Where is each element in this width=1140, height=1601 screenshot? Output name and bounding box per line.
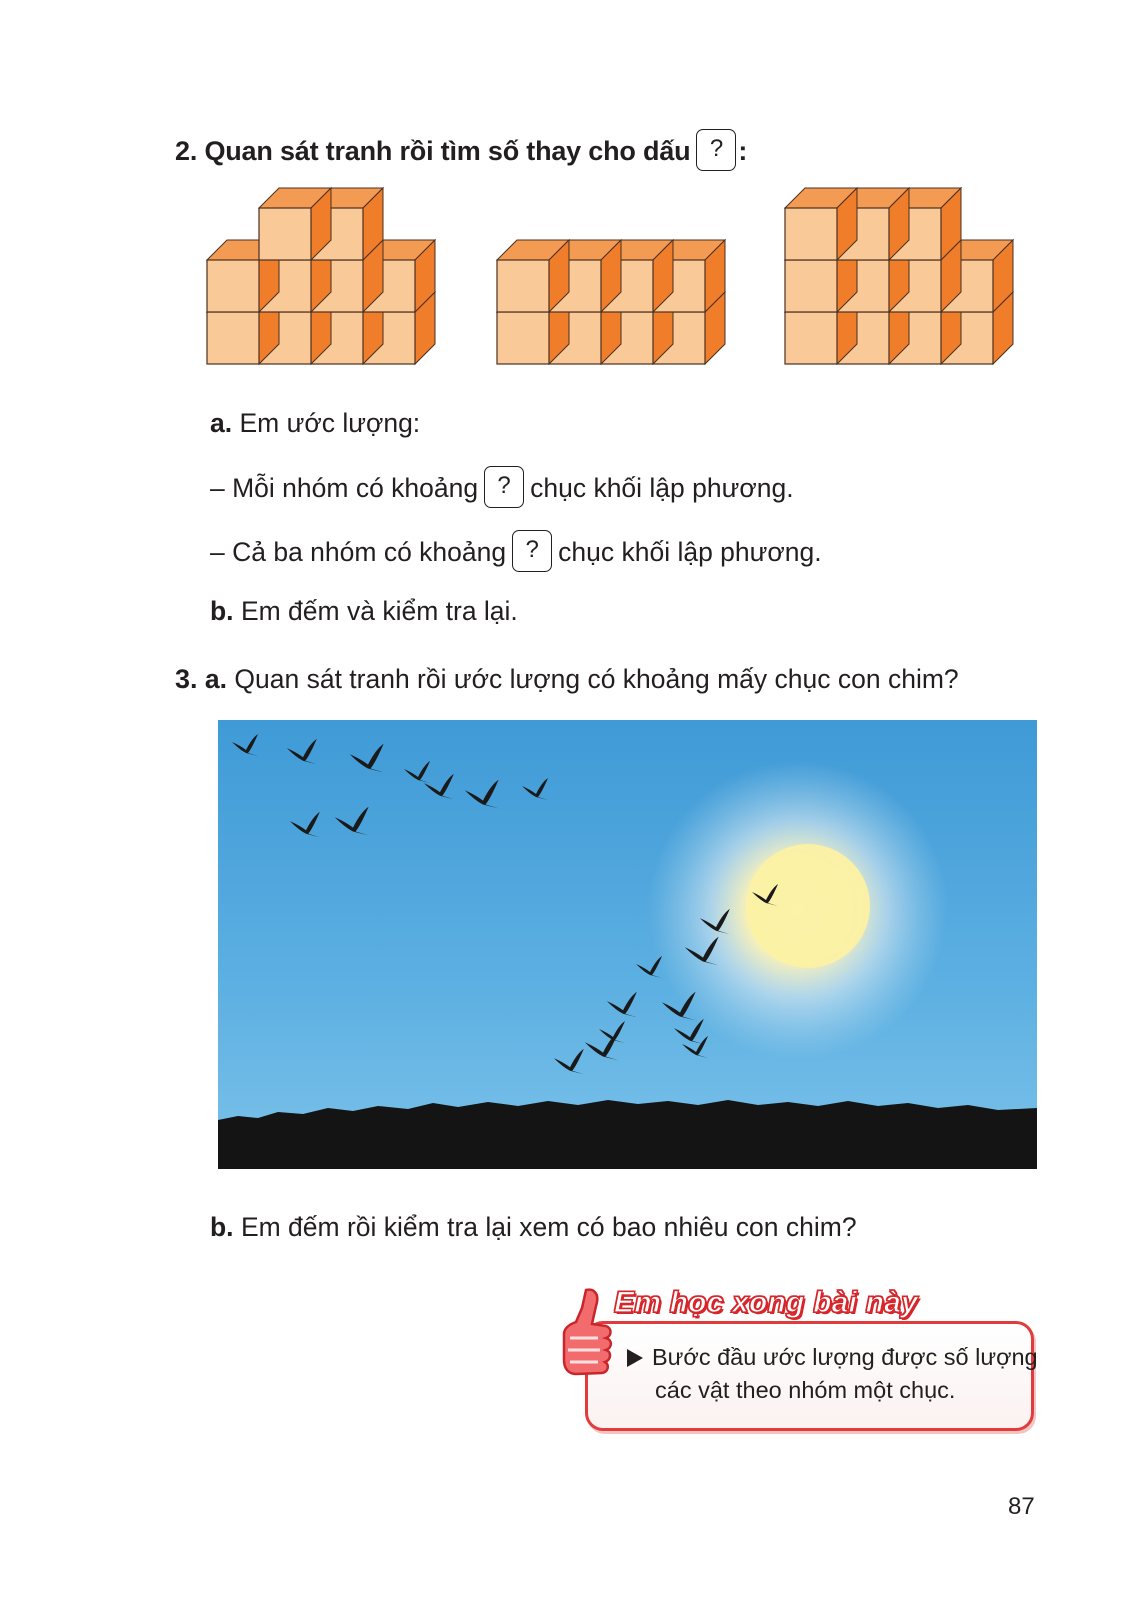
colon: :	[738, 136, 748, 167]
exercise-2-instruction: Quan sát tranh rồi tìm số thay cho dấu	[204, 136, 691, 167]
cube-group-3	[783, 186, 1028, 371]
answer-box-2[interactable]: ?	[512, 530, 552, 572]
triangle-right-icon	[626, 1348, 644, 1368]
cube-group-1	[205, 186, 450, 371]
exercise-3-heading	[175, 664, 959, 695]
summary-line-2: các vật theo nhóm một chục.	[655, 1377, 956, 1403]
summary-title: Em học xong bài này	[614, 1286, 918, 1319]
estimate-line-2	[210, 533, 822, 575]
cube	[785, 260, 837, 312]
cube	[259, 208, 311, 260]
placeholder-box[interactable]: ?	[696, 129, 736, 171]
thumbs-up-icon	[556, 1286, 616, 1406]
part-b-line	[210, 596, 518, 627]
summary-box	[585, 1321, 1034, 1431]
exercise-3-part-b	[210, 1212, 857, 1243]
part-b-label: b.	[210, 596, 234, 626]
exercise-2-heading	[175, 132, 747, 174]
estimate-line-1-before: – Mỗi nhóm có khoảng	[210, 473, 479, 503]
part-a-text: Em ước lượng:	[239, 408, 421, 438]
exercise-2-number: 2.	[175, 136, 198, 167]
exercise-3-part-a-text: Quan sát tranh rồi ước lượng có khoảng mấy chục con chim?	[234, 664, 959, 694]
part-b-text: Em đếm và kiểm tra lại.	[240, 596, 518, 626]
page-number: 87	[1008, 1493, 1035, 1520]
part-a-label: a.	[210, 408, 233, 438]
estimate-line-1	[210, 469, 794, 511]
cube	[207, 312, 259, 364]
cube	[785, 312, 837, 364]
cube	[207, 260, 259, 312]
cube	[497, 312, 549, 364]
exercise-3-number: 3.	[175, 664, 198, 694]
cube	[497, 260, 549, 312]
estimate-line-1-after: chục khối lập phương.	[530, 473, 794, 503]
cube	[785, 208, 837, 260]
treeline	[218, 1100, 1037, 1169]
cube-group-2	[495, 186, 740, 371]
estimate-line-2-before: – Cả ba nhóm có khoảng	[210, 537, 507, 567]
part-a-heading	[210, 408, 420, 439]
birds-photo	[218, 720, 1037, 1169]
estimate-line-2-after: chục khối lập phương.	[558, 537, 822, 567]
sun	[746, 844, 870, 968]
answer-box-1[interactable]: ?	[484, 466, 524, 508]
exercise-3-part-a-label: a.	[204, 664, 228, 694]
exercise-3-part-b-text: Em đếm rồi kiểm tra lại xem có bao nhiêu con chim?	[240, 1212, 857, 1242]
exercise-3-part-b-label: b.	[210, 1212, 234, 1242]
summary-line-1: Bước đầu ước lượng được số lượng	[652, 1344, 1038, 1370]
